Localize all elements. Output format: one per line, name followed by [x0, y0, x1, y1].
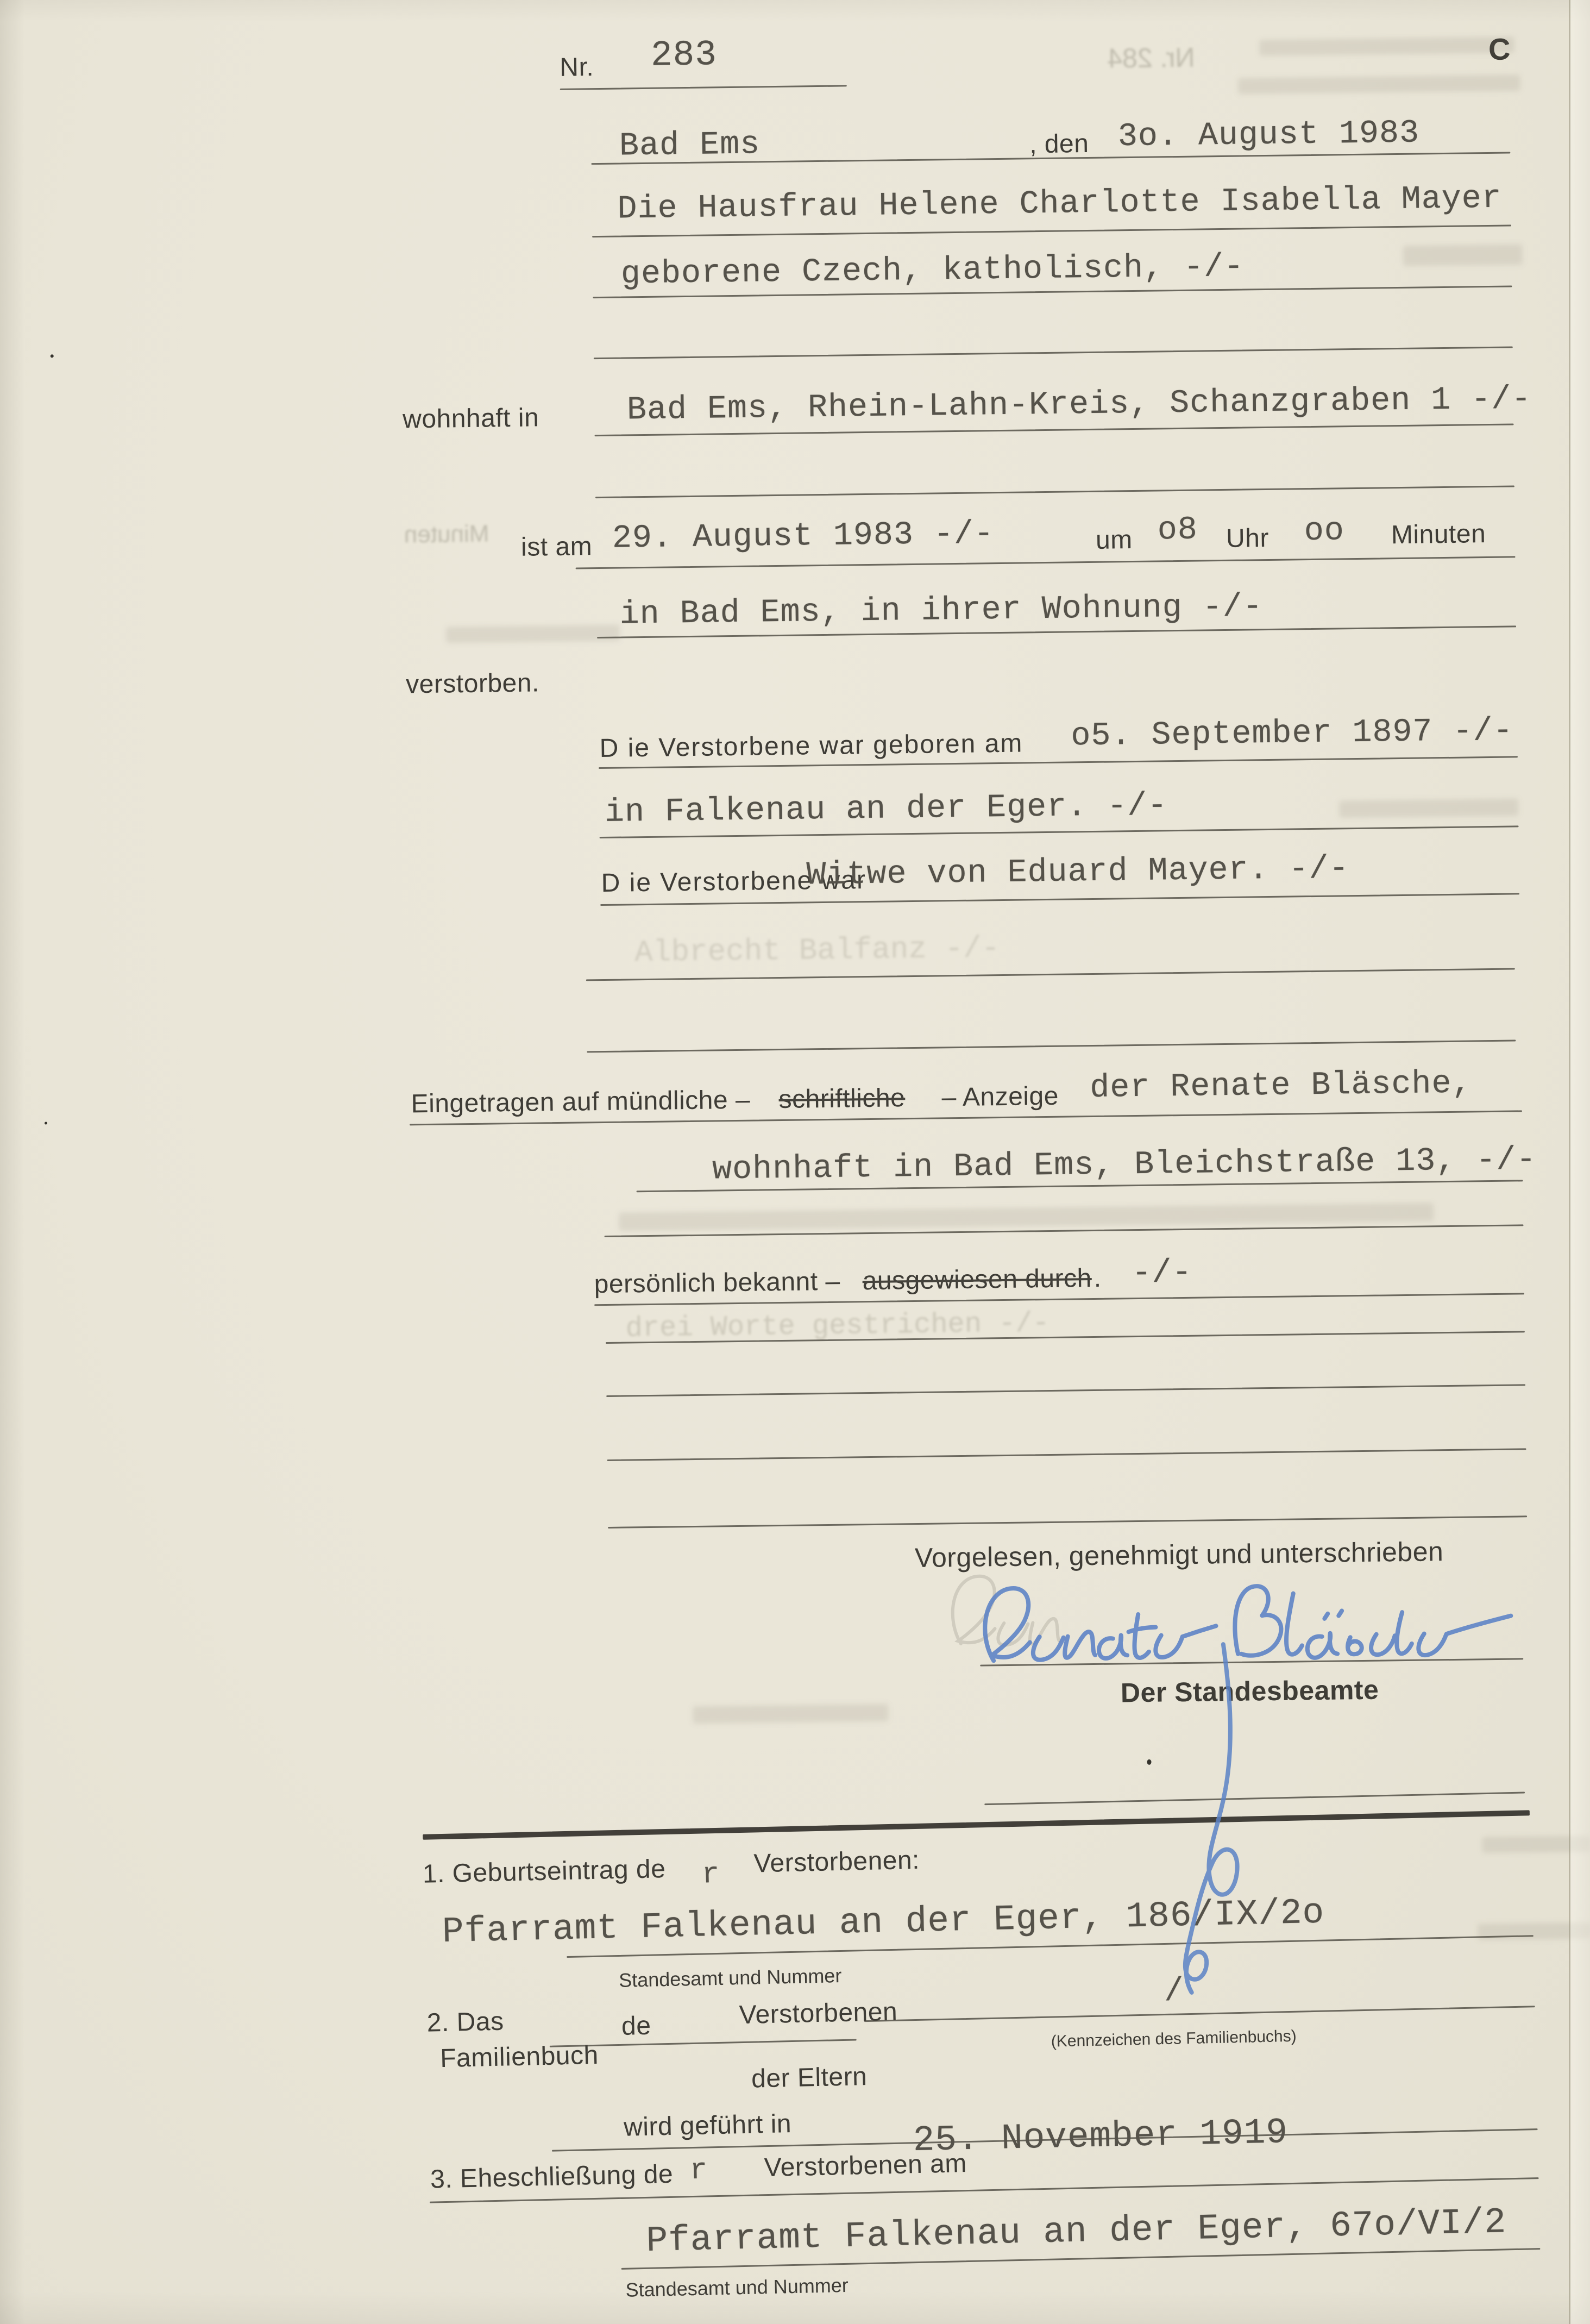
- s1-typed-r: r: [701, 1858, 721, 1892]
- page-edge-margin: [1570, 0, 1590, 2324]
- informant-name: der Renate Bläsche,: [1089, 1065, 1472, 1107]
- bleedthrough-smudge: [693, 1704, 888, 1724]
- bleedthrough-smudge: [446, 625, 620, 643]
- death-minute: oo: [1304, 512, 1345, 550]
- record-city: Bad Ems: [619, 126, 761, 165]
- read-approved-signed-label: Vorgelesen, genehmigt und unterschrieben: [914, 1536, 1444, 1574]
- nr-label: Nr.: [560, 53, 594, 82]
- death-place: in Bad Ems, in ihrer Wohnung -/-: [619, 588, 1264, 634]
- s3-caption: Standesamt und Nummer: [625, 2273, 849, 2301]
- bleedthrough-smudge: [1339, 798, 1518, 818]
- s2-label-line1: 2. Das: [426, 2007, 505, 2038]
- death-date: 29. August 1983 -/-: [612, 516, 995, 557]
- signature-renate-blaesche: [941, 1553, 1576, 2006]
- bleedthrough-smudge: [1259, 36, 1514, 56]
- corner-letter: C: [1488, 32, 1511, 66]
- bleedthrough-ghost-nr: Nr. 284: [1107, 42, 1195, 74]
- registrar-title: Der Standesbeamte: [1120, 1674, 1379, 1708]
- s2-caption: (Kennzeichen des Familienbuchs): [1051, 2027, 1297, 2051]
- bleedthrough-smudge: [1403, 244, 1522, 266]
- died-on-label: ist am: [520, 532, 593, 562]
- s2-de: de: [621, 2011, 652, 2041]
- anzeige-label: – Anzeige: [941, 1081, 1059, 1112]
- s1-label-suffix: Verstorbenen:: [753, 1845, 920, 1878]
- struck-ausgewiesen-durch: ausgewiesen durch: [862, 1264, 1092, 1296]
- known-value: -/-: [1132, 1254, 1192, 1293]
- death-hour: o8: [1157, 511, 1198, 549]
- bleedthrough-ghost-drei-worte: drei Worte gestrichen -/-: [625, 1307, 1050, 1345]
- entered-on-label: Eingetragen auf mündliche –: [411, 1085, 751, 1119]
- struck-word-schriftliche: schriftliche: [778, 1083, 906, 1114]
- s2-label-line2: Familienbuch: [439, 2040, 599, 2074]
- residence-label: wohnhaft in: [402, 403, 539, 434]
- den-label: , den: [1029, 129, 1089, 159]
- minuten-label: Minuten: [1391, 519, 1486, 550]
- known-label: persönlich bekannt –: [594, 1267, 840, 1299]
- s1-value: Pfarramt Falkenau an der Eger, 186/IX/2o: [442, 1892, 1325, 1952]
- s1-caption: Standesamt und Nummer: [618, 1964, 842, 1991]
- s2-option-der-eltern: der Eltern: [751, 2062, 868, 2094]
- ink-speck: [45, 1122, 47, 1125]
- s3-value: Pfarramt Falkenau an der Eger, 67o/VI/2: [645, 2202, 1507, 2262]
- s2-option-verstorbenen: Verstorbenen: [739, 1997, 898, 2030]
- marital-label: D ie Verstorbene war: [601, 866, 867, 898]
- uhr-label: Uhr: [1226, 523, 1270, 553]
- residence-value: Bad Ems, Rhein-Lahn-Kreis, Schanzgraben 1 -/-: [626, 381, 1532, 429]
- verstorben-label: verstorben.: [405, 668, 540, 699]
- s3-typed-r: r: [689, 2154, 708, 2188]
- registrar-paraph: [1181, 1644, 1239, 1993]
- informant-residence: wohnhaft in Bad Ems, Bleichstraße 13, -/-: [712, 1142, 1537, 1189]
- record-date: 3o. August 1983: [1117, 115, 1420, 156]
- marital-status: Witwe von Eduard Mayer. -/-: [806, 850, 1350, 894]
- ink-speck: [51, 354, 54, 358]
- period-mark: .: [1093, 1263, 1102, 1293]
- s1-label-prefix: 1. Geburtseintrag de: [422, 1855, 666, 1889]
- bleedthrough-ghost-albrecht: Albrecht Balfanz -/-: [634, 931, 1000, 970]
- s2-wird-gefuehrt-in: wird geführt in: [623, 2109, 792, 2142]
- maiden-name-religion: geborene Czech, katholisch, -/-: [620, 248, 1245, 293]
- birth-date: o5. September 1897 -/-: [1071, 712, 1513, 755]
- ruled-line: [864, 2006, 1535, 2022]
- born-on-label: D ie Verstorbene war geboren am: [599, 729, 1023, 763]
- s3-label-suffix: Verstorbenen am: [764, 2149, 967, 2183]
- s3-date: 25. November 1919: [912, 2112, 1289, 2162]
- bleedthrough-smudge: [1238, 74, 1520, 94]
- birth-place: in Falkenau an der Eger. -/-: [604, 787, 1168, 831]
- s2-slash-typed: /: [1164, 1973, 1185, 2011]
- bleedthrough-ghost-minuten: Minuten: [404, 520, 489, 548]
- um-label: um: [1095, 525, 1133, 555]
- deceased-name: Die Hausfrau Helene Charlotte Isabella Mayer: [617, 180, 1503, 228]
- s3-label-prefix: 3. Eheschließung de: [430, 2159, 674, 2194]
- entry-number: 283: [650, 34, 718, 76]
